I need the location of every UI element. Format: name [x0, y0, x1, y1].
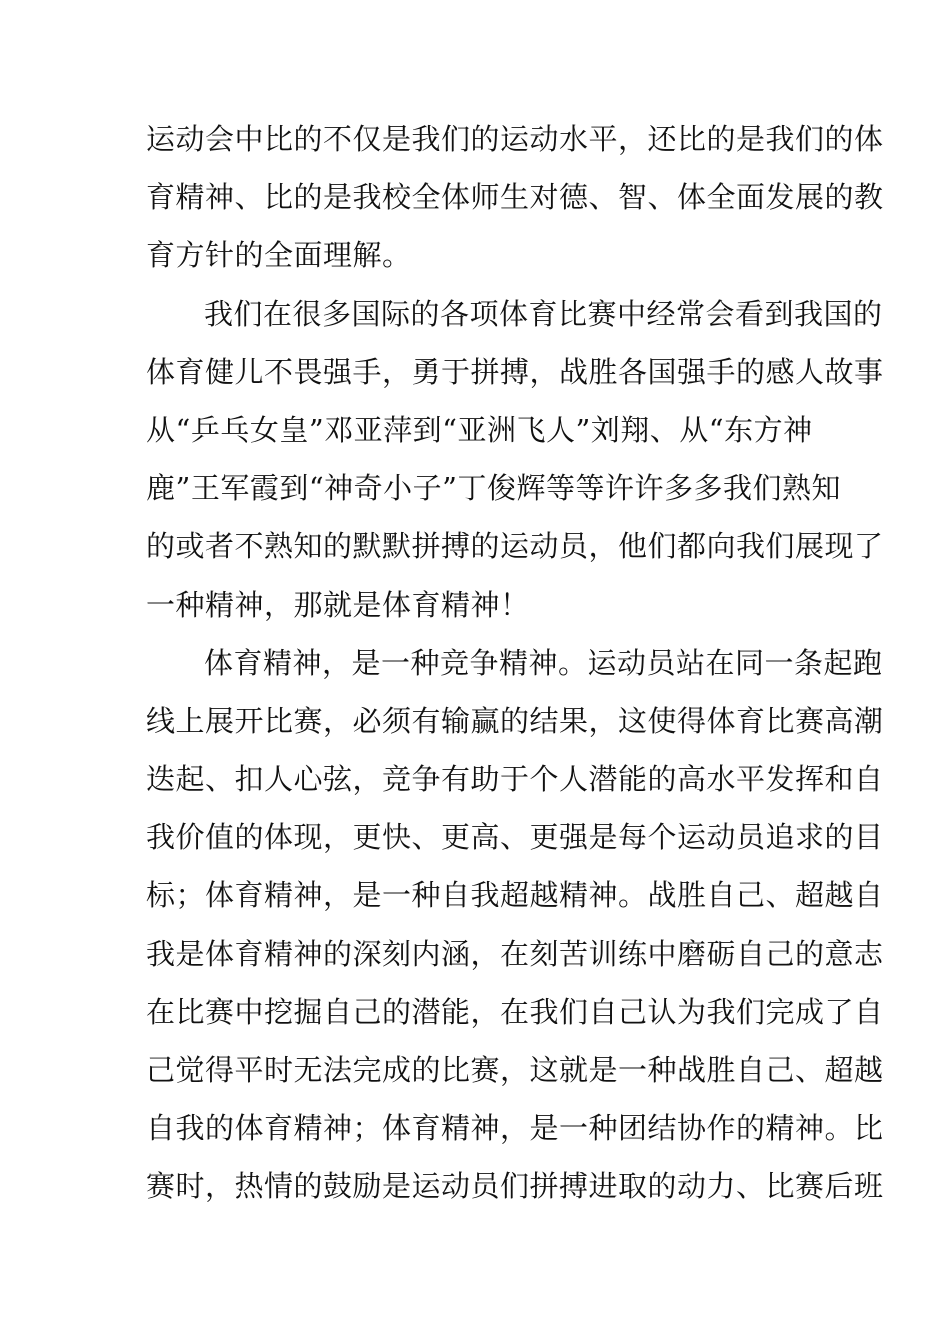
- text-line: 标；体育精神，是一种自我超越精神。战胜自己、超越自: [146, 878, 884, 913]
- text-line: 体育健儿不畏强手，勇于拼搏，战胜各国强手的感人故事: [146, 354, 884, 389]
- text-line: 从“乒乓女皇”邓亚萍到“亚洲飞人”刘翔、从“东方神: [146, 412, 813, 447]
- text-line: 我是体育精神的深刻内涵，在刻苦训练中磨砺自己的意志: [146, 936, 884, 971]
- paragraph-start-line: 体育精神，是一种竞争精神。运动员站在同一条起跑: [204, 645, 883, 680]
- body-text: [146, 110, 884, 1216]
- text-line: 己觉得平时无法完成的比赛，这就是一种战胜自己、超越: [146, 1053, 884, 1087]
- text-line: 自我的体育精神；体育精神，是一种团结协作的精神。比: [146, 1111, 884, 1146]
- text-line: 线上展开比赛，必须有输赢的结果，这使得体育比赛高潮: [146, 703, 884, 738]
- text-line: 我价值的体现，更快、更高、更强是每个运动员追求的目: [146, 820, 884, 855]
- text-line: 在比赛中挖掘自己的潜能，在我们自己认为我们完成了自: [146, 994, 884, 1029]
- text-line: 赛时，热情的鼓励是运动员们拼搏进取的动力、比赛后班: [146, 1169, 884, 1204]
- text-line: 一种精神，那就是体育精神！: [146, 587, 530, 622]
- paragraph-start-line: 我们在很多国际的各项体育比赛中经常会看到我国的: [204, 296, 883, 331]
- text-line: 迭起、扣人心弦，竞争有助于个人潜能的高水平发挥和自: [146, 762, 884, 797]
- text-line: 的或者不熟知的默默拼搏的运动员，他们都向我们展现了: [146, 529, 884, 564]
- text-line: 育精神、比的是我校全体师生对德、智、体全面发展的教: [146, 180, 884, 215]
- text-line: 鹿”王军霞到“神奇小子”丁俊辉等等许许多多我们熟知: [146, 471, 841, 506]
- text-line: 育方针的全面理解。: [146, 238, 412, 273]
- text-line: 运动会中比的不仅是我们的运动水平，还比的是我们的体: [146, 122, 884, 156]
